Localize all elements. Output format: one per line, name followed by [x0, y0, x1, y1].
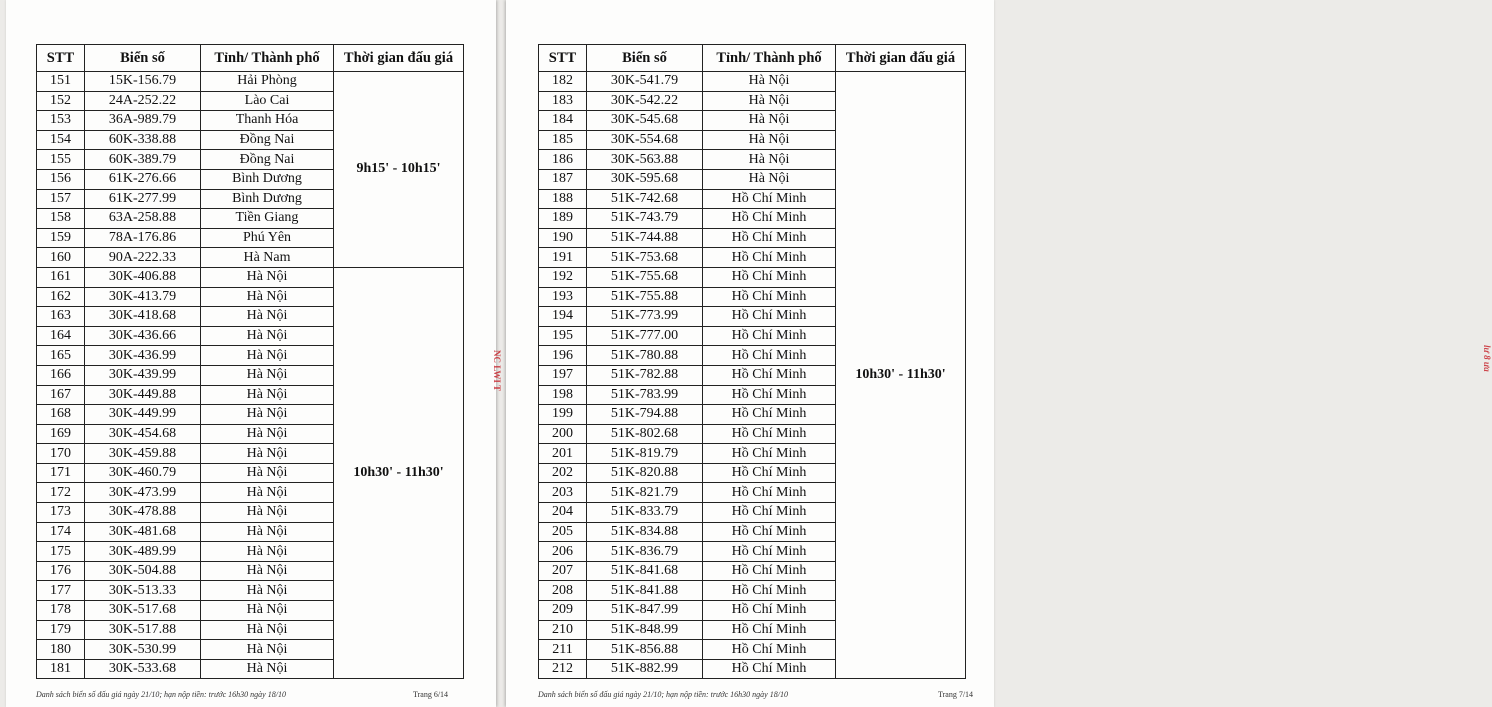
stt-cell: 194 [539, 307, 587, 327]
plate-cell: 51K-836.79 [587, 542, 703, 562]
stt-cell: 193 [539, 287, 587, 307]
city-cell: Hồ Chí Minh [703, 503, 836, 523]
stt-cell: 162 [37, 287, 85, 307]
red-stamp-mark: NC LWI T [492, 350, 502, 392]
city-cell: Hồ Chí Minh [703, 561, 836, 581]
plate-cell: 60K-338.88 [85, 130, 201, 150]
city-cell: Hồ Chí Minh [703, 248, 836, 268]
city-cell: Hà Nội [201, 542, 334, 562]
plate-cell: 51K-777.00 [587, 326, 703, 346]
stt-cell: 190 [539, 228, 587, 248]
plate-cell: 51K-821.79 [587, 483, 703, 503]
stt-cell: 152 [37, 91, 85, 111]
city-cell: Hồ Chí Minh [703, 483, 836, 503]
stt-cell: 154 [37, 130, 85, 150]
document-page-right [506, 0, 1492, 707]
stt-cell: 170 [37, 444, 85, 464]
city-cell: Bình Dương [201, 189, 334, 209]
plate-cell: 30K-454.68 [85, 424, 201, 444]
stt-cell: 174 [37, 522, 85, 542]
city-cell: Thanh Hóa [201, 111, 334, 131]
plate-cell: 51K-882.99 [587, 659, 703, 679]
city-cell: Hà Nội [201, 601, 334, 621]
plate-cell: 30K-436.66 [85, 326, 201, 346]
city-cell: Hà Nội [201, 365, 334, 385]
city-cell: Lào Cai [201, 91, 334, 111]
city-cell: Hà Nội [201, 424, 334, 444]
stt-cell: 159 [37, 228, 85, 248]
city-cell: Phú Yên [201, 228, 334, 248]
plate-cell: 78A-176.86 [85, 228, 201, 248]
city-cell: Hà Nội [201, 287, 334, 307]
plate-cell: 51K-780.88 [587, 346, 703, 366]
plate-cell: 51K-794.88 [587, 405, 703, 425]
city-cell: Hà Nội [703, 72, 836, 92]
plate-cell: 51K-847.99 [587, 601, 703, 621]
city-cell: Đồng Nai [201, 130, 334, 150]
stt-cell: 179 [37, 620, 85, 640]
auction-table-right [538, 44, 966, 679]
stt-cell: 151 [37, 72, 85, 92]
plate-cell: 51K-782.88 [587, 365, 703, 385]
table-body [37, 72, 464, 679]
plate-cell: 51K-744.88 [587, 228, 703, 248]
city-cell: Hồ Chí Minh [703, 444, 836, 464]
city-cell: Hà Nội [201, 307, 334, 327]
stt-cell: 182 [539, 72, 587, 92]
table-body [539, 72, 966, 679]
stt-cell: 197 [539, 365, 587, 385]
city-cell: Hồ Chí Minh [703, 581, 836, 601]
plate-cell: 30K-517.68 [85, 601, 201, 621]
stt-cell: 191 [539, 248, 587, 268]
plate-cell: 51K-856.88 [587, 640, 703, 660]
stt-cell: 176 [37, 561, 85, 581]
plate-cell: 30K-481.68 [85, 522, 201, 542]
table-row [37, 72, 464, 92]
city-cell: Hải Phòng [201, 72, 334, 92]
city-cell: Hồ Chí Minh [703, 542, 836, 562]
city-cell: Hồ Chí Minh [703, 189, 836, 209]
header-stt: STT [539, 45, 587, 72]
city-cell: Hà Nội [703, 91, 836, 111]
stt-cell: 210 [539, 620, 587, 640]
stt-cell: 172 [37, 483, 85, 503]
stt-cell: 165 [37, 346, 85, 366]
city-cell: Hồ Chí Minh [703, 601, 836, 621]
plate-cell: 30K-478.88 [85, 503, 201, 523]
plate-cell: 30K-533.68 [85, 659, 201, 679]
plate-cell: 51K-848.99 [587, 620, 703, 640]
stt-cell: 164 [37, 326, 85, 346]
plate-cell: 30K-449.99 [85, 405, 201, 425]
stt-cell: 175 [37, 542, 85, 562]
city-cell: Hà Nội [201, 659, 334, 679]
plate-cell: 61K-276.66 [85, 169, 201, 189]
city-cell: Hồ Chí Minh [703, 620, 836, 640]
table-header-row [37, 45, 464, 72]
stt-cell: 184 [539, 111, 587, 131]
stt-cell: 204 [539, 503, 587, 523]
table-row [37, 267, 464, 287]
table-header-row [539, 45, 966, 72]
footer-note: Danh sách biển số đấu giá ngày 21/10; hạn nộp tiền: trước 16h30 ngày 18/10 [538, 690, 788, 699]
plate-cell: 30K-542.22 [587, 91, 703, 111]
stt-cell: 183 [539, 91, 587, 111]
stt-cell: 203 [539, 483, 587, 503]
city-cell: Hà Nội [201, 483, 334, 503]
city-cell: Hà Nội [703, 111, 836, 131]
city-cell: Hà Nội [703, 169, 836, 189]
city-cell: Hồ Chí Minh [703, 424, 836, 444]
plate-cell: 51K-743.79 [587, 209, 703, 229]
stt-cell: 196 [539, 346, 587, 366]
city-cell: Hồ Chí Minh [703, 326, 836, 346]
time-slot-cell: 10h30' - 11h30' [334, 267, 464, 678]
city-cell: Hồ Chí Minh [703, 365, 836, 385]
stt-cell: 205 [539, 522, 587, 542]
city-cell: Hà Nội [201, 581, 334, 601]
header-plate: Biển số [587, 45, 703, 72]
plate-cell: 30K-563.88 [587, 150, 703, 170]
plate-cell: 51K-841.88 [587, 581, 703, 601]
plate-cell: 51K-819.79 [587, 444, 703, 464]
city-cell: Hà Nội [201, 503, 334, 523]
city-cell: Hà Nội [703, 130, 836, 150]
city-cell: Hà Nội [201, 522, 334, 542]
time-slot-cell: 9h15' - 10h15' [334, 72, 464, 268]
plate-cell: 30K-449.88 [85, 385, 201, 405]
plate-cell: 30K-413.79 [85, 287, 201, 307]
stt-cell: 199 [539, 405, 587, 425]
stt-cell: 211 [539, 640, 587, 660]
header-city: Tỉnh/ Thành phố [703, 45, 836, 72]
plate-cell: 30K-517.88 [85, 620, 201, 640]
plate-cell: 30K-545.68 [587, 111, 703, 131]
stt-cell: 160 [37, 248, 85, 268]
stt-cell: 157 [37, 189, 85, 209]
table-row [539, 72, 966, 92]
plate-cell: 61K-277.99 [85, 189, 201, 209]
stt-cell: 161 [37, 267, 85, 287]
plate-cell: 60K-389.79 [85, 150, 201, 170]
stt-cell: 166 [37, 365, 85, 385]
city-cell: Hà Nội [201, 346, 334, 366]
stt-cell: 153 [37, 111, 85, 131]
stt-cell: 155 [37, 150, 85, 170]
stt-cell: 181 [37, 659, 85, 679]
city-cell: Tiền Giang [201, 209, 334, 229]
stt-cell: 192 [539, 267, 587, 287]
stt-cell: 209 [539, 601, 587, 621]
plate-cell: 30K-460.79 [85, 463, 201, 483]
stt-cell: 187 [539, 169, 587, 189]
plate-cell: 90A-222.33 [85, 248, 201, 268]
city-cell: Hồ Chí Minh [703, 405, 836, 425]
header-time: Thời gian đấu giá [334, 45, 464, 72]
plate-cell: 30K-418.68 [85, 307, 201, 327]
red-stamp-mark: lư 8 ưa [1482, 345, 1492, 372]
city-cell: Hà Nam [201, 248, 334, 268]
plate-cell: 51K-742.68 [587, 189, 703, 209]
plate-cell: 30K-436.99 [85, 346, 201, 366]
plate-cell: 51K-802.68 [587, 424, 703, 444]
header-city: Tỉnh/ Thành phố [201, 45, 334, 72]
stt-cell: 180 [37, 640, 85, 660]
stt-cell: 207 [539, 561, 587, 581]
plate-cell: 30K-554.68 [587, 130, 703, 150]
city-cell: Hà Nội [201, 385, 334, 405]
stt-cell: 212 [539, 659, 587, 679]
stt-cell: 198 [539, 385, 587, 405]
stt-cell: 185 [539, 130, 587, 150]
plate-cell: 51K-841.68 [587, 561, 703, 581]
stt-cell: 168 [37, 405, 85, 425]
city-cell: Bình Dương [201, 169, 334, 189]
city-cell: Hồ Chí Minh [703, 522, 836, 542]
plate-cell: 30K-439.99 [85, 365, 201, 385]
plate-cell: 63A-258.88 [85, 209, 201, 229]
plate-cell: 30K-459.88 [85, 444, 201, 464]
plate-cell: 51K-755.68 [587, 267, 703, 287]
city-cell: Hà Nội [201, 640, 334, 660]
header-stt: STT [37, 45, 85, 72]
city-cell: Hà Nội [703, 150, 836, 170]
city-cell: Hà Nội [201, 620, 334, 640]
city-cell: Hồ Chí Minh [703, 228, 836, 248]
city-cell: Hồ Chí Minh [703, 307, 836, 327]
city-cell: Hồ Chí Minh [703, 346, 836, 366]
city-cell: Hồ Chí Minh [703, 267, 836, 287]
city-cell: Hồ Chí Minh [703, 209, 836, 229]
plate-cell: 36A-989.79 [85, 111, 201, 131]
plate-cell: 51K-820.88 [587, 463, 703, 483]
plate-cell: 30K-406.88 [85, 267, 201, 287]
stt-cell: 189 [539, 209, 587, 229]
stt-cell: 178 [37, 601, 85, 621]
stt-cell: 208 [539, 581, 587, 601]
city-cell: Hà Nội [201, 444, 334, 464]
plate-cell: 30K-541.79 [587, 72, 703, 92]
footer-note: Danh sách biển số đấu giá ngày 21/10; hạn nộp tiền: trước 16h30 ngày 18/10 [36, 690, 286, 699]
stt-cell: 177 [37, 581, 85, 601]
plate-cell: 51K-753.68 [587, 248, 703, 268]
plate-cell: 51K-833.79 [587, 503, 703, 523]
plate-cell: 30K-504.88 [85, 561, 201, 581]
city-cell: Hà Nội [201, 326, 334, 346]
page-number: Trang 6/14 [413, 690, 449, 699]
city-cell: Hà Nội [201, 405, 334, 425]
stt-cell: 188 [539, 189, 587, 209]
stt-cell: 167 [37, 385, 85, 405]
header-time: Thời gian đấu giá [836, 45, 966, 72]
city-cell: Đồng Nai [201, 150, 334, 170]
stt-cell: 201 [539, 444, 587, 464]
city-cell: Hồ Chí Minh [703, 640, 836, 660]
stt-cell: 169 [37, 424, 85, 444]
stt-cell: 163 [37, 307, 85, 327]
plate-cell: 30K-513.33 [85, 581, 201, 601]
stt-cell: 171 [37, 463, 85, 483]
plate-cell: 51K-773.99 [587, 307, 703, 327]
stt-cell: 202 [539, 463, 587, 483]
plate-cell: 51K-783.99 [587, 385, 703, 405]
auction-table-left [36, 44, 464, 679]
city-cell: Hà Nội [201, 267, 334, 287]
plate-cell: 51K-834.88 [587, 522, 703, 542]
plate-cell: 30K-489.99 [85, 542, 201, 562]
header-plate: Biển số [85, 45, 201, 72]
city-cell: Hà Nội [201, 561, 334, 581]
plate-cell: 51K-755.88 [587, 287, 703, 307]
plate-cell: 30K-595.68 [587, 169, 703, 189]
plate-cell: 24A-252.22 [85, 91, 201, 111]
stt-cell: 195 [539, 326, 587, 346]
time-slot-cell: 10h30' - 11h30' [836, 72, 966, 679]
stt-cell: 173 [37, 503, 85, 523]
document-page-left [6, 0, 502, 707]
city-cell: Hồ Chí Minh [703, 659, 836, 679]
stt-cell: 186 [539, 150, 587, 170]
plate-cell: 30K-530.99 [85, 640, 201, 660]
city-cell: Hà Nội [201, 463, 334, 483]
stt-cell: 156 [37, 169, 85, 189]
city-cell: Hồ Chí Minh [703, 287, 836, 307]
city-cell: Hồ Chí Minh [703, 463, 836, 483]
stt-cell: 206 [539, 542, 587, 562]
plate-cell: 30K-473.99 [85, 483, 201, 503]
plate-cell: 15K-156.79 [85, 72, 201, 92]
stt-cell: 200 [539, 424, 587, 444]
city-cell: Hồ Chí Minh [703, 385, 836, 405]
stt-cell: 158 [37, 209, 85, 229]
page-number: Trang 7/14 [938, 690, 974, 699]
